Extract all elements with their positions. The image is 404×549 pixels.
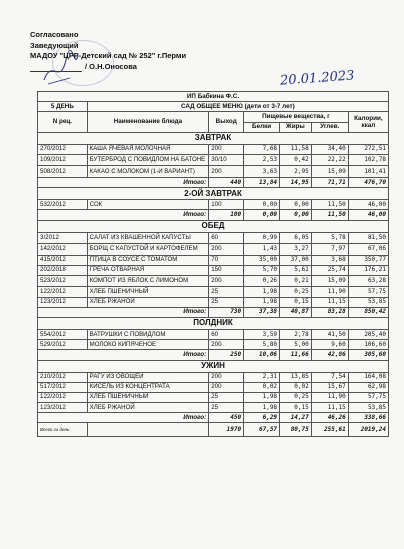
dish-name: РАГУ ИЗ ОВОЩЕЙ xyxy=(87,372,209,382)
grand-total-label: Всего за день: xyxy=(38,423,88,437)
col-nutrients-header: Пищевые вещества, г xyxy=(244,112,349,122)
meal-section-header xyxy=(38,132,389,144)
total-protein: 0,00 xyxy=(244,210,280,220)
recipe-code: 210/2012 xyxy=(38,372,88,382)
dish-row xyxy=(38,200,389,210)
total-protein: 13,84 xyxy=(244,177,280,187)
protein-value: 3,63 xyxy=(244,166,280,178)
dish-name: ХЛЕБ ПШЕНИЧНЫЙ xyxy=(87,392,209,402)
recipe-code: 123/2012 xyxy=(38,403,88,413)
dish-row xyxy=(38,297,389,307)
fat-value: 5,61 xyxy=(280,265,312,275)
total-carbs: 71,71 xyxy=(311,177,348,187)
protein-value: 0,99 xyxy=(244,232,280,244)
carbs-value: 25,74 xyxy=(311,265,348,275)
fat-value: 6,05 xyxy=(280,232,312,244)
total-calories: 476,70 xyxy=(348,177,388,187)
total-output: 730 xyxy=(209,307,244,317)
approval-header xyxy=(30,30,186,72)
calories-value: 101,41 xyxy=(348,166,388,178)
carbs-value: 7,97 xyxy=(311,244,348,256)
protein-value: 2,53 xyxy=(244,154,280,166)
total-protein: 6,29 xyxy=(244,413,280,423)
dish-name: ХЛЕБ РЖАНОЙ xyxy=(87,403,209,413)
meal-title: ЗАВТРАК xyxy=(38,132,389,144)
calories-value: 63,28 xyxy=(348,275,388,287)
fat-value: 37,00 xyxy=(280,255,312,265)
fat-value: 0,15 xyxy=(280,403,312,413)
protein-value: 0,26 xyxy=(244,275,280,287)
carbs-value: 11,90 xyxy=(311,392,348,402)
fat-value: 0,25 xyxy=(280,392,312,402)
fat-value: 0,25 xyxy=(280,287,312,297)
carbs-value: 11,50 xyxy=(311,200,348,210)
portion-output: 70 xyxy=(209,255,244,265)
calories-value: 106,60 xyxy=(348,340,388,350)
dish-row xyxy=(38,244,389,256)
calories-value: 176,21 xyxy=(348,265,388,275)
dish-name: МОЛОКО КИПЯЧЕНОЕ xyxy=(87,340,209,350)
recipe-code: 532/2012 xyxy=(38,200,88,210)
total-carbs: 42,86 xyxy=(311,350,348,360)
protein-value: 2,31 xyxy=(244,372,280,382)
grand-total-fat: 80,75 xyxy=(280,423,312,437)
carbs-value: 5,78 xyxy=(311,232,348,244)
dish-row xyxy=(38,275,389,287)
recipe-code: 517/2012 xyxy=(38,382,88,392)
protein-value: 1,43 xyxy=(244,244,280,256)
grand-total-carbs: 255,61 xyxy=(311,423,348,437)
dish-name: ХЛЕБ РЖАНОЙ xyxy=(87,297,209,307)
carbs-value: 34,40 xyxy=(311,144,348,154)
portion-output: 25 xyxy=(209,392,244,402)
fat-value: 11,58 xyxy=(280,144,312,154)
calories-value: 350,77 xyxy=(348,255,388,265)
dish-row xyxy=(38,372,389,382)
calories-value: 102,78 xyxy=(348,154,388,166)
fat-value: 0,02 xyxy=(280,382,312,392)
protein-value: 35,00 xyxy=(244,255,280,265)
grand-total-protein: 67,57 xyxy=(244,423,280,437)
col-name-header: Наименование блюда xyxy=(87,112,209,132)
calories-value: 53,85 xyxy=(348,297,388,307)
calories-value: 81,50 xyxy=(348,232,388,244)
total-fat: 0,00 xyxy=(280,210,312,220)
calories-value: 62,98 xyxy=(348,382,388,392)
total-protein: 10,06 xyxy=(244,350,280,360)
meal-title: ПОЛДНИК xyxy=(38,317,389,329)
dish-name: ПТИЦА В СОУСЕ С ТОМАТОМ xyxy=(87,255,209,265)
grand-total-spacer xyxy=(87,423,209,437)
day-label: 5 ДЕНЬ xyxy=(38,102,88,112)
portion-output: 200 xyxy=(209,372,244,382)
portion-output: 150 xyxy=(209,265,244,275)
dish-name: БОРЩ С КАПУСТОЙ И КАРТОФЕЛЕМ xyxy=(87,244,209,256)
calories-value: 164,08 xyxy=(348,372,388,382)
recipe-code: 523/2012 xyxy=(38,275,88,287)
total-output: 440 xyxy=(209,177,244,187)
total-carbs: 46,26 xyxy=(311,413,348,423)
recipe-code: 415/2012 xyxy=(38,255,88,265)
portion-output: 200 xyxy=(209,166,244,178)
grand-total-output: 1970 xyxy=(209,423,244,437)
total-label: Итого: xyxy=(38,307,209,317)
calories-value: 57,75 xyxy=(348,287,388,297)
total-label: Итого: xyxy=(38,177,209,187)
dish-row xyxy=(38,403,389,413)
col-carbs-header: Углев. xyxy=(311,122,348,132)
dish-row xyxy=(38,255,389,265)
fat-value: 5,00 xyxy=(280,340,312,350)
calories-value: 272,51 xyxy=(348,144,388,154)
total-output: 450 xyxy=(209,413,244,423)
menu-table xyxy=(37,91,389,437)
calories-value: 67,06 xyxy=(348,244,388,256)
fat-value: 0,21 xyxy=(280,275,312,287)
protein-value: 5,80 xyxy=(244,340,280,350)
dish-row xyxy=(38,265,389,275)
signature-line xyxy=(30,71,82,72)
dish-row xyxy=(38,287,389,297)
signatory-line: / О.Н.Оносова xyxy=(30,62,186,73)
protein-value: 3,59 xyxy=(244,329,280,339)
recipe-code: 123/2012 xyxy=(38,297,88,307)
fat-value: 2,78 xyxy=(280,329,312,339)
col-output-header: Выход xyxy=(209,112,244,132)
dish-name: КИСЕЛЬ ИЗ КОНЦЕНТРАТА xyxy=(87,382,209,392)
total-fat: 14,27 xyxy=(280,413,312,423)
portion-output: 30/10 xyxy=(209,154,244,166)
portion-output: 100 xyxy=(209,200,244,210)
portion-output: 25 xyxy=(209,297,244,307)
meal-total-row xyxy=(38,210,389,220)
total-label: Итого: xyxy=(38,210,209,220)
dish-row xyxy=(38,144,389,154)
carbs-value: 15,09 xyxy=(311,166,348,178)
grand-total-row xyxy=(38,423,389,437)
protein-value: 1,98 xyxy=(244,403,280,413)
total-fat: 40,87 xyxy=(280,307,312,317)
total-carbs: 83,28 xyxy=(311,307,348,317)
handwritten-date: 20.01.2023 xyxy=(279,68,355,89)
total-label: Итого: xyxy=(38,413,209,423)
meal-section-header xyxy=(38,360,389,372)
carbs-value: 15,09 xyxy=(311,275,348,287)
total-calories: 46,00 xyxy=(348,210,388,220)
fat-value: 2,95 xyxy=(280,166,312,178)
portion-output: 60 xyxy=(209,232,244,244)
calories-value: 46,00 xyxy=(348,200,388,210)
meal-total-row xyxy=(38,413,389,423)
dish-name: КАША ЯЧЕВАЯ МОЛОЧНАЯ xyxy=(87,144,209,154)
portion-output: 200 xyxy=(209,244,244,256)
recipe-code: 109/2012 xyxy=(38,154,88,166)
portion-output: 25 xyxy=(209,403,244,413)
institution-name: МАДОУ "ЦРР-Детский сад № 252" г.Перми xyxy=(30,51,187,60)
recipe-code: 554/2012 xyxy=(38,329,88,339)
carbs-value: 11,15 xyxy=(311,403,348,413)
total-protein: 37,38 xyxy=(244,307,280,317)
total-calories: 850,42 xyxy=(348,307,388,317)
protein-value: 0,02 xyxy=(244,382,280,392)
meal-section-header xyxy=(38,188,389,200)
total-calories: 305,60 xyxy=(348,350,388,360)
total-carbs: 11,50 xyxy=(311,210,348,220)
carbs-value: 3,68 xyxy=(311,255,348,265)
carbs-value: 41,50 xyxy=(311,329,348,339)
meal-title: 2-ОЙ ЗАВТРАК xyxy=(38,188,389,200)
total-label: Итого: xyxy=(38,350,209,360)
carbs-value: 15,67 xyxy=(311,382,348,392)
portion-output: 60 xyxy=(209,329,244,339)
calories-value: 57,75 xyxy=(348,392,388,402)
portion-output: 25 xyxy=(209,287,244,297)
dish-row xyxy=(38,232,389,244)
meal-total-row xyxy=(38,307,389,317)
dish-name: ХЛЕБ ПШЕНИЧНЫЙ xyxy=(87,287,209,297)
meal-section-header xyxy=(38,220,389,232)
dish-name: КОМПОТ ИЗ ЯБЛОК С ЛИМОНОМ xyxy=(87,275,209,287)
col-fat-header: Жиры xyxy=(280,122,312,132)
recipe-code: 270/2012 xyxy=(38,144,88,154)
meal-total-row xyxy=(38,350,389,360)
protein-value: 1,98 xyxy=(244,297,280,307)
dish-name: СОК xyxy=(87,200,209,210)
portion-output: 200 xyxy=(209,340,244,350)
dish-row xyxy=(38,154,389,166)
fat-value: 13,85 xyxy=(280,372,312,382)
calories-value: 53,85 xyxy=(348,403,388,413)
carbs-value: 9,60 xyxy=(311,340,348,350)
recipe-code: 122/2012 xyxy=(38,392,88,402)
dish-row xyxy=(38,340,389,350)
carbs-value: 22,22 xyxy=(311,154,348,166)
protein-value: 5,70 xyxy=(244,265,280,275)
calories-value: 205,40 xyxy=(348,329,388,339)
fat-value: 0,42 xyxy=(280,154,312,166)
col-calories-header: Калории, ккал xyxy=(348,112,388,132)
recipe-code: 3/2012 xyxy=(38,232,88,244)
protein-value: 1,98 xyxy=(244,392,280,402)
recipe-code: 202/2018 xyxy=(38,265,88,275)
carbs-value: 7,54 xyxy=(311,372,348,382)
dish-row xyxy=(38,392,389,402)
protein-value: 0,00 xyxy=(244,200,280,210)
fat-value: 3,27 xyxy=(280,244,312,256)
dish-name: КАКАО С МОЛОКОМ (1-И ВАРИАНТ) xyxy=(87,166,209,178)
signatory-name: О.Н.Оносова xyxy=(89,61,137,71)
menu-title: САД ОБЩЕЕ МЕНЮ (дети от 3-7 лет) xyxy=(87,102,388,112)
dish-row xyxy=(38,166,389,178)
meal-title: УЖИН xyxy=(38,360,389,372)
recipe-code: 122/2012 xyxy=(38,287,88,297)
portion-output: 200 xyxy=(209,144,244,154)
portion-output: 200 xyxy=(209,275,244,287)
dish-name: БУТЕРБРОД С ПОВИДЛОМ НА БАТОНЕ xyxy=(87,154,209,166)
portion-output: 200 xyxy=(209,382,244,392)
total-output: 250 xyxy=(209,350,244,360)
fat-value: 0,00 xyxy=(280,200,312,210)
recipe-code: 508/2012 xyxy=(38,166,88,178)
fat-value: 0,15 xyxy=(280,297,312,307)
total-fat: 14,95 xyxy=(280,177,312,187)
provider-title: ИП Бабкина Ф.С. xyxy=(38,92,389,102)
dish-row xyxy=(38,329,389,339)
carbs-value: 11,90 xyxy=(311,287,348,297)
recipe-code: 142/2012 xyxy=(38,244,88,256)
head-label: Заведующий xyxy=(30,40,79,50)
meal-section-header xyxy=(38,317,389,329)
meal-total-row xyxy=(38,177,389,187)
carbs-value: 11,15 xyxy=(311,297,348,307)
protein-value: 1,98 xyxy=(244,287,280,297)
grand-total-calories: 2019,24 xyxy=(348,423,388,437)
dish-name: САЛАТ ИЗ КВАШЕННОЙ КАПУСТЫ xyxy=(87,232,209,244)
total-calories: 338,66 xyxy=(348,413,388,423)
recipe-code: 529/2012 xyxy=(38,340,88,350)
col-protein-header: Белки xyxy=(244,122,280,132)
dish-name: ГРЕЧА ОТВАРНАЯ xyxy=(87,265,209,275)
dish-row xyxy=(38,382,389,392)
total-output: 100 xyxy=(209,210,244,220)
meal-title: ОБЕД xyxy=(38,220,389,232)
col-recipe-header: N рец. xyxy=(38,112,88,132)
total-fat: 11,66 xyxy=(280,350,312,360)
approved-label: Согласовано xyxy=(30,30,79,39)
protein-value: 7,68 xyxy=(244,144,280,154)
dish-name: ВАТРУШКИ С ПОВИДЛОМ xyxy=(87,329,209,339)
